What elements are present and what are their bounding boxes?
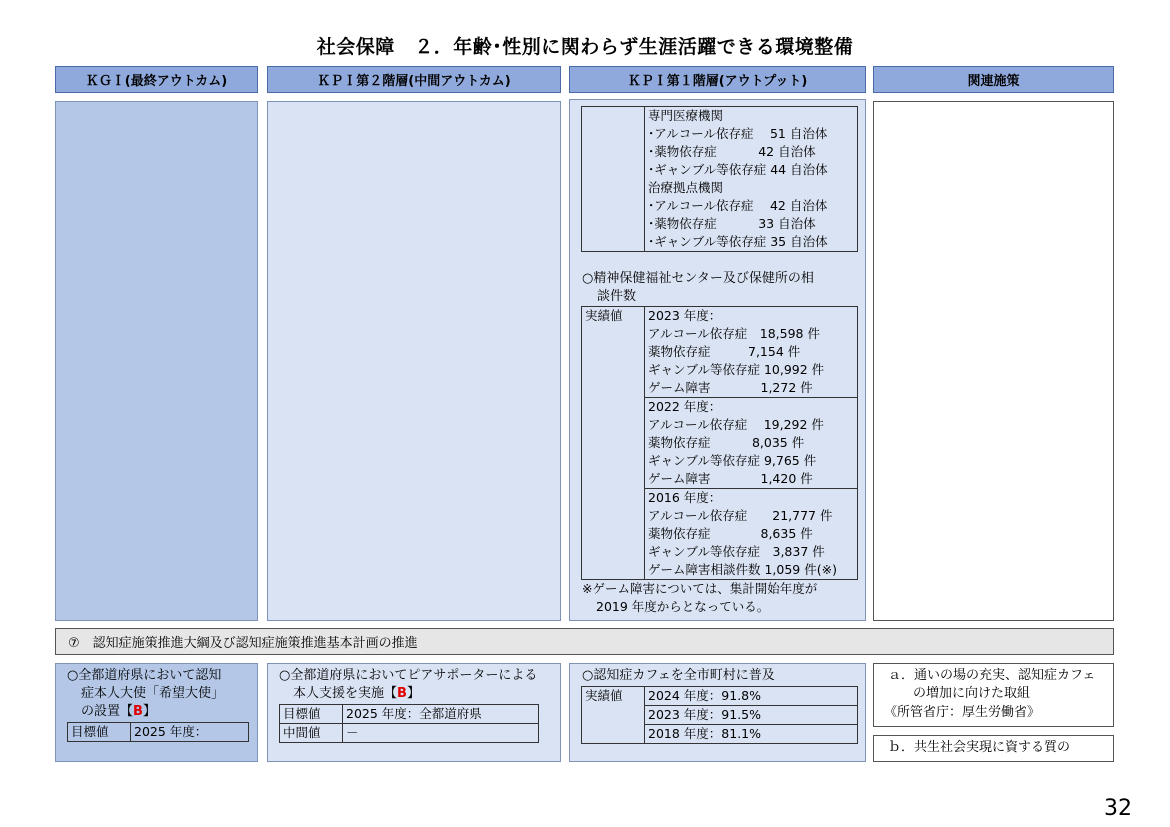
cafe-result-2023: 2023 年度：91.5% [645,706,858,725]
kgi-target-value: 2025 年度： [131,723,249,742]
policy-column-body [873,101,1114,621]
page-number: 32 [1104,796,1132,821]
kpi2-dementia-line2-end: 】 [406,686,420,701]
kpi2-column-body [267,101,561,621]
grade-badge: B [133,704,143,719]
header-kpi1: ＫＰＩ第１階層(アウトプット) [569,66,866,93]
kgi-target-table [67,722,249,742]
institution-line: ･アルコール依存症 42 自治体 [648,198,828,213]
institution-table [581,106,858,252]
kpi2-dementia-line1: ○全都道府県においてピアサポーターによる [279,668,538,683]
consult-note-cont: 2019 年度からとなっている。 [596,599,770,614]
kgi-dementia-line2: 症本人大使「希望大使」 [81,686,225,701]
consult-line: 薬物依存症 8,035 件 [648,435,805,450]
consult-line: 薬物依存症 7,154 件 [648,344,801,359]
institution-table-label [582,107,645,252]
consult-line: ゲーム障害 1,272 件 [648,380,813,395]
consult-block-2022 [645,398,858,489]
consult-line: アルコール依存症 21,777 件 [648,508,833,523]
institution-line: 治療拠点機関 [648,180,724,195]
consult-line: 2022 年度： [648,399,722,414]
institution-line: 専門医療機関 [648,108,724,123]
grade-badge: B [397,686,407,701]
consult-heading: ○精神保健福祉センター及び保健所の相 [582,271,814,286]
consult-note: ※ゲーム障害については、集計開始年度が [582,581,818,596]
header-kpi2: ＫＰＩ第２階層(中間アウトカム) [267,66,561,93]
header-kgi: ＫＧＩ(最終アウトカム) [55,66,258,93]
kpi2-dementia-line2-text: 本人支援を実施【 [293,686,398,701]
kgi-dementia-line3-text: の設置【 [81,704,134,719]
policy-a-ministry: 《所管省庁：厚生労働省》 [884,705,1041,720]
kpi1-dementia-line1: ○認知症カフェを全市町村に普及 [582,668,775,683]
kpi2-target-value: 2025 年度：全都道府県 [343,705,539,724]
policy-a-line1: ａ．通いの場の充実、認知症カフェ [888,668,1096,683]
institution-line: ･ギャンブル等依存症 35 自治体 [648,234,828,249]
consult-block-2023 [645,307,858,398]
consult-line: 薬物依存症 8,635 件 [648,526,813,541]
institution-line: ･薬物依存症 33 自治体 [648,216,816,231]
consult-line: ギャンブル等依存症 9,765 件 [648,453,817,468]
consult-line: アルコール依存症 18,598 件 [648,326,820,341]
kgi-dementia-line3-end: 】 [142,704,156,719]
kgi-target-label: 目標値 [68,723,131,742]
consult-line: 2023 年度： [648,308,722,323]
section-bar-dementia: ⑦ 認知症施策推進大綱及び認知症施策推進基本計画の推進 [55,628,1114,655]
header-policy: 関連施策 [873,66,1114,93]
kpi2-target-table [279,704,539,743]
consult-block-2016 [645,489,858,580]
institution-line: ･ギャンブル等依存症 44 自治体 [648,162,828,177]
policy-b-line1: ｂ．共生社会実現に資する質の [888,740,1071,755]
kpi2-interim-value: － [343,724,539,743]
kgi-dementia-line3 [81,703,156,721]
policy-a-line2: の増加に向けた取組 [913,686,1031,701]
consult-heading-cont: 談件数 [597,289,637,304]
institution-table-values [645,107,858,252]
kpi2-dementia-line2 [293,685,420,703]
kgi-column-body [55,101,258,621]
kpi2-interim-label: 中間値 [280,724,343,743]
consult-line: アルコール依存症 19,292 件 [648,417,824,432]
kpi2-target-label: 目標値 [280,705,343,724]
consult-line: ゲーム障害 1,420 件 [648,471,813,486]
consult-line: ゲーム障害相談件数 1,059 件(※) [648,562,837,577]
kgi-dementia-line1: ○全都道府県において認知 [67,668,222,683]
institution-line: ･薬物依存症 42 自治体 [648,144,816,159]
institution-line: ･アルコール依存症 51 自治体 [648,126,828,141]
consult-table-label: 実績値 [582,307,645,580]
cafe-results-label: 実績値 [582,687,645,744]
consult-line: ギャンブル等依存症 10,992 件 [648,362,825,377]
consult-table [581,306,858,580]
cafe-result-2018: 2018 年度：81.1% [645,725,858,744]
cafe-results-table [581,686,858,744]
cafe-result-2024: 2024 年度：91.8% [645,687,858,706]
consult-line: 2016 年度： [648,490,722,505]
page-title: 社会保障 ２．年齢･性別に関わらず生涯活躍できる環境整備 [316,36,854,58]
consult-line: ギャンブル等依存症 3,837 件 [648,544,825,559]
